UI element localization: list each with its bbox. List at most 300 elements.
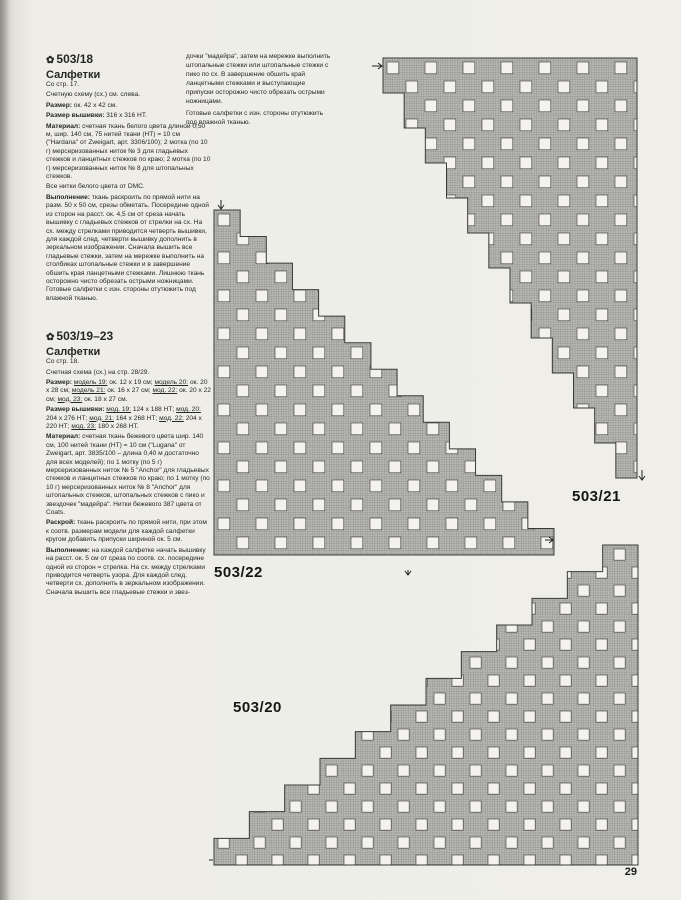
chart-cell (236, 819, 247, 830)
chart-cell (272, 783, 283, 794)
chart-cell (427, 347, 439, 359)
chart-cell (313, 537, 325, 549)
chart-cell (308, 675, 319, 686)
chart-cell (427, 423, 439, 435)
article-19-execution: Выполнение: на каждой салфетке начать вышивку на расст. ок. 5 см от среза по соотв. сх. посередине одной из сторон = стрелка. На сх. между стрелками приводится четверть узора. Для каждой след. четверти сх. дополнить в зеркальном изображении. Сначала вышить все гладьевые стежки и звез- (46, 546, 206, 596)
chart-cell (558, 233, 570, 245)
chart-cell (560, 783, 571, 794)
chart-cell (465, 233, 477, 245)
chart-cell (501, 138, 513, 150)
chart-cell (524, 567, 535, 578)
chart-cell (452, 567, 463, 578)
chart-cell (482, 233, 494, 245)
chart-cell (470, 801, 481, 812)
chart-cell (272, 747, 283, 758)
chart-cell (256, 214, 268, 226)
chart-cell (520, 119, 532, 131)
chart-cell (465, 537, 477, 549)
chart-cell (596, 819, 607, 830)
chart-cell (425, 290, 437, 302)
chart-cell (218, 366, 230, 378)
chart-cell (614, 549, 625, 560)
chart-cell (389, 309, 401, 321)
chart-cell (488, 603, 499, 614)
chart-cell (218, 518, 230, 530)
chart-cell (344, 675, 355, 686)
chart-cell (389, 499, 401, 511)
chart-cell (416, 747, 427, 758)
chart-cell (539, 366, 551, 378)
chart-cell (313, 385, 325, 397)
chart-cell (408, 480, 420, 492)
chart-cell (236, 639, 247, 650)
chart-cell (465, 385, 477, 397)
chart-cell (501, 366, 513, 378)
chart-cell (577, 442, 589, 454)
chart-cell (444, 81, 456, 93)
chart-cell (614, 585, 625, 596)
chart-cell (615, 138, 627, 150)
chart-cell (362, 693, 373, 704)
chart-cell (614, 765, 625, 776)
chart-cell (218, 252, 230, 264)
chart-cell (558, 81, 570, 93)
article-19-material: Материал: счетная ткань бежевого цвета шир. 140 см, 100 нитей ткани (НТ) = 10 см ("Lugana" от Zweigart, арт. 3835/100 – длина 0,40 м достаточно для всех моделей); по 1 мотку (по 5 г) мерсеризованных ниток № 5 "Anchor" для гладьевых стежков и ланцетных стежков по краю; по 1 мотку (по 10 г) мерсеризованных ниток № 8 "Anchor" для штопальных стежков, штопальных стежков с пико и звездочек "мадейра". Нитки бежевого 387 цвета от Coats. (46, 433, 210, 517)
chart-cell (470, 765, 481, 776)
chart-cell (236, 747, 247, 758)
chart-cell (380, 783, 391, 794)
chart-cell (398, 585, 409, 596)
chart-cell (389, 271, 401, 283)
chart-cell (387, 62, 399, 74)
chart-cell (332, 252, 344, 264)
chart-cell (501, 404, 513, 416)
chart-cell (596, 233, 608, 245)
chart-cell (434, 657, 445, 668)
chart-cell (488, 711, 499, 722)
chart-cell (596, 783, 607, 794)
chart-cell (389, 537, 401, 549)
chart-cell (313, 461, 325, 473)
chart-cell (408, 442, 420, 454)
chart-cell (275, 347, 287, 359)
chart-cell (577, 100, 589, 112)
chart-cell (446, 442, 458, 454)
chart-cell (406, 309, 418, 321)
chart-cell (408, 214, 420, 226)
chart-cell (236, 855, 247, 866)
chart-cell (256, 404, 268, 416)
flower-icon: ✿ (46, 332, 55, 344)
chart-cell (272, 567, 283, 578)
chart-cell (275, 537, 287, 549)
chart-cell (434, 729, 445, 740)
chart-cell (416, 711, 427, 722)
chart-cell (506, 837, 517, 848)
chart-cell (425, 404, 437, 416)
chart-cell (326, 801, 337, 812)
chart-cell (560, 711, 571, 722)
chart-cell (577, 290, 589, 302)
chart-cell (406, 347, 418, 359)
chart-cell (387, 290, 399, 302)
chart-cell (389, 461, 401, 473)
chart-cell (470, 837, 481, 848)
chart-cell (237, 499, 249, 511)
chart-cell (408, 518, 420, 530)
chart-cell (275, 233, 287, 245)
chart-cell (398, 621, 409, 632)
chart-cell (308, 567, 319, 578)
chart-cell (577, 214, 589, 226)
chart-cell (488, 747, 499, 758)
chart-cell (218, 442, 230, 454)
chart-cell (218, 801, 229, 812)
chart-cell (577, 138, 589, 150)
chart-cell (344, 639, 355, 650)
chart-cell (254, 585, 265, 596)
chart-cell (351, 499, 363, 511)
chart-cell (558, 157, 570, 169)
chart-cell (577, 366, 589, 378)
chart-cell (578, 765, 589, 776)
chart-cell (520, 233, 532, 245)
chart-cell (578, 657, 589, 668)
chart-cell (560, 639, 571, 650)
chart-cell (539, 442, 551, 454)
chart-cell (254, 837, 265, 848)
chart-cell (558, 309, 570, 321)
chart-cell (326, 837, 337, 848)
chart-cell (275, 271, 287, 283)
chart-cell (290, 657, 301, 668)
article-18-material: Материал: счетная ткань белого цвета длиной 0,50 м, шир. 140 см, 75 нитей ткани (НТ) = 10 см ("Hardana" от Zweigart, арт. 3306/100); 2 мотка (по 10 г) мерсеризованных ниток № 3 для гладьевых стежков и ланцетных стежков по краю; 2 мотка (по 10 г) мерсеризованных ниток № 8 для штопальных стежков. (46, 122, 211, 181)
chart-cell (294, 442, 306, 454)
chart-cell (425, 214, 437, 226)
chart-cell (578, 585, 589, 596)
chart-cell (237, 309, 249, 321)
chart-cell (634, 309, 646, 321)
chart-label-503-20: 503/20 (233, 699, 282, 716)
chart-cell (370, 252, 382, 264)
chart-cell (446, 404, 458, 416)
chart-cell (634, 81, 646, 93)
chart-cell (465, 347, 477, 359)
chart-cell (558, 119, 570, 131)
page-number: 29 (624, 866, 637, 878)
chart-cell (615, 328, 627, 340)
chart-cell (558, 423, 570, 435)
arrow-icon (405, 570, 411, 575)
chart-cell (614, 837, 625, 848)
chart-cell (290, 585, 301, 596)
chart-cell (218, 290, 230, 302)
article-19-ref: Со стр. 18. (46, 358, 80, 366)
chart-cell (370, 366, 382, 378)
chart-cell (452, 747, 463, 758)
chart-cell (416, 567, 427, 578)
chart-cell (634, 423, 646, 435)
chart-cell (560, 567, 571, 578)
chart-cell (237, 385, 249, 397)
chart-cell (446, 480, 458, 492)
chart-cell (408, 328, 420, 340)
chart-cell (501, 290, 513, 302)
chart-cell (351, 347, 363, 359)
chart-cell (275, 461, 287, 473)
chart-cell (256, 442, 268, 454)
chart-cell (370, 518, 382, 530)
chart-cell (634, 347, 646, 359)
chart-cell (275, 385, 287, 397)
chart-cell (218, 404, 230, 416)
chart-cell (351, 309, 363, 321)
chart-cell (444, 385, 456, 397)
chart-cell (387, 176, 399, 188)
chart-cell (218, 328, 230, 340)
chart-cell (596, 603, 607, 614)
chart-cell (614, 657, 625, 668)
chart-cell (488, 855, 499, 866)
chart-cell (308, 819, 319, 830)
chart-cell (332, 290, 344, 302)
chart-cell (236, 783, 247, 794)
chart-cell (326, 657, 337, 668)
arrow-icon (639, 470, 645, 480)
chart-cell (290, 621, 301, 632)
chart-cell (577, 252, 589, 264)
chart-cell (389, 385, 401, 397)
chart-cell (482, 385, 494, 397)
chart-cell (237, 423, 249, 435)
chart-cell (558, 347, 570, 359)
chart-cell (463, 366, 475, 378)
middle-paragraph-2: Готовые салфетки с изн. стороны отутюжить под влажной тканью. (186, 110, 324, 126)
article-19-size: Размер: модель 19: ок. 12 x 19 см; модель 20: ок. 20 x 28 см; модель 21: ок. 16 x 27 см; мод. 22: ок. 20 x 22 см; мод. 23: ок. 18 x 27 см. (46, 378, 211, 403)
chart-cell (408, 404, 420, 416)
chart-cell (427, 385, 439, 397)
chart-cell (406, 157, 418, 169)
chart-cell (294, 480, 306, 492)
chart-cell (370, 442, 382, 454)
chart-cell (470, 729, 481, 740)
chart-cell (416, 855, 427, 866)
chart-cell (398, 765, 409, 776)
chart-cell (446, 214, 458, 226)
chart-cell (446, 366, 458, 378)
chart-cell (503, 309, 515, 321)
chart-cell (446, 290, 458, 302)
chart-cell (425, 62, 437, 74)
chart-cell (541, 423, 553, 435)
article-18-emb-size: Размер вышивки: 316 x 316 НТ. (46, 112, 147, 120)
chart-cell (446, 252, 458, 264)
chart-cell (452, 855, 463, 866)
chart-cell (425, 176, 437, 188)
chart-cell (425, 100, 437, 112)
chart-cell (520, 309, 532, 321)
article-19-scheme: Счетная схема (сх.) на стр. 28/29. (46, 368, 150, 376)
chart-cell (578, 729, 589, 740)
chart-cell (541, 385, 553, 397)
chart-cell (634, 233, 646, 245)
chart-cell (470, 621, 481, 632)
chart-cell (520, 157, 532, 169)
chart-cell (387, 100, 399, 112)
chart-cell (427, 461, 439, 473)
chart-cell (351, 271, 363, 283)
chart-cell (237, 233, 249, 245)
chart-cell (427, 499, 439, 511)
chart-cell (326, 765, 337, 776)
article-18-execution: Выполнение: ткань раскроить по прямой нити на разм. 50 x 50 см, срезы обметать. Посередине одной из сторон на расст. ок. 4,5 см от среза начать вышивку с гладьевых стежков от стрелки на сх. На сх. между стрелками приводится четверть вышивки, для каждой след. четверти вышивку дополнить в зеркальном изображении. Сначала вышить все гладьевые стежки, затем на мережке выполнить на столбиках штопальные стежки и в завершение обшить края ланцетными стежками. Лишнюю ткань осторожно чисто обрезать острыми ножницами. Готовые салфетки с изн. стороны отутюжить под влажной тканью. (46, 193, 209, 302)
chart-cell (452, 639, 463, 650)
chart-cell (434, 765, 445, 776)
chart-cell (524, 855, 535, 866)
chart-cell (484, 328, 496, 340)
chart-cell (503, 537, 515, 549)
chart-cell (539, 404, 551, 416)
chart-cell (488, 639, 499, 650)
chart-cell (577, 62, 589, 74)
chart-cell (344, 603, 355, 614)
chart-cell (370, 328, 382, 340)
chart-cell (380, 747, 391, 758)
chart-label-503-22: 503/22 (214, 564, 263, 581)
chart-cell (290, 801, 301, 812)
chart-cell (484, 366, 496, 378)
chart-cell (332, 328, 344, 340)
chart-cell (398, 657, 409, 668)
middle-paragraph-1: дочки "мадейра", затем на мережке выполнить штопальные стежки или штопальные стежки с пико по сх. В завершение обшить край ланцетными стежками и выступающие припуски осторожно чисто обрезать острыми ножницами. (186, 53, 331, 105)
chart-cell (615, 214, 627, 226)
chart-cell (578, 693, 589, 704)
chart-cell (406, 119, 418, 131)
chart-cell (237, 537, 249, 549)
chart-cell (446, 518, 458, 530)
chart-cell (294, 518, 306, 530)
chart-cell (308, 855, 319, 866)
article-18-scheme: Счетную схему (сх.) см. слева. (46, 91, 141, 99)
chart-cell (370, 214, 382, 226)
chart-cell (218, 585, 229, 596)
chart-cell (463, 100, 475, 112)
chart-cell (272, 855, 283, 866)
chart-cell (218, 480, 230, 492)
chart-cell (344, 747, 355, 758)
chart-cell (558, 195, 570, 207)
chart-cell (596, 567, 607, 578)
chart-cell (370, 290, 382, 302)
chart-cell (362, 657, 373, 668)
chart-cell (425, 328, 437, 340)
chart-cell (558, 271, 570, 283)
chart-cell (444, 347, 456, 359)
chart-cell (218, 621, 229, 632)
chart-cell (444, 119, 456, 131)
chart-cell (272, 819, 283, 830)
chart-cell (488, 567, 499, 578)
chart-cell (482, 309, 494, 321)
chart-cell (524, 603, 535, 614)
chart-cell (578, 621, 589, 632)
article-18-dmc: Все нитки белого цвета от DMC. (46, 183, 145, 191)
chart-cell (416, 675, 427, 686)
chart-cell (577, 328, 589, 340)
chart-cell (541, 499, 553, 511)
chart-cell (308, 711, 319, 722)
chart-cell (236, 603, 247, 614)
chart-cell (484, 518, 496, 530)
chart-cell (506, 765, 517, 776)
chart-cell (406, 271, 418, 283)
chart-cell (416, 819, 427, 830)
chart-cell (614, 693, 625, 704)
article-18-ref: Со стр. 17. (46, 81, 80, 88)
chart-cell (539, 176, 551, 188)
article-19-title: Салфетки (46, 346, 101, 359)
chart-cell (236, 675, 247, 686)
chart-cell (484, 404, 496, 416)
chart-cell (524, 711, 535, 722)
chart-cell (434, 621, 445, 632)
chart-cell (596, 385, 608, 397)
chart-cell (351, 423, 363, 435)
chart-cell (482, 81, 494, 93)
chart-cell (408, 252, 420, 264)
chart-cell (254, 621, 265, 632)
chart-cell (362, 801, 373, 812)
chart-cell (351, 461, 363, 473)
chart-cell (463, 290, 475, 302)
chart-cell (362, 765, 373, 776)
chart-cell (380, 819, 391, 830)
chart-cell (615, 176, 627, 188)
chart-cell (596, 195, 608, 207)
chart-cell (313, 271, 325, 283)
chart-cell (463, 252, 475, 264)
chart-cell (398, 693, 409, 704)
chart-cell (465, 461, 477, 473)
chart-cell (482, 157, 494, 169)
chart-cell (634, 119, 646, 131)
chart-cell (482, 461, 494, 473)
chart-cell (578, 837, 589, 848)
chart-cell (406, 233, 418, 245)
chart-cell (539, 62, 551, 74)
chart-cell (256, 290, 268, 302)
chart-cell (427, 309, 439, 321)
chart-cell (272, 675, 283, 686)
chart-cell (237, 271, 249, 283)
chart-cell (332, 366, 344, 378)
chart-cell (482, 347, 494, 359)
chart-cell (452, 819, 463, 830)
chart-cell (256, 366, 268, 378)
chart-cell (398, 801, 409, 812)
chart-cell (434, 693, 445, 704)
arrow-icon (372, 63, 382, 69)
chart-cell (408, 290, 420, 302)
chart-cell (482, 271, 494, 283)
chart-cell (596, 423, 608, 435)
article-19-cut: Раскрой: ткань раскроить по прямой нити, при этом к соотв. размерам модели для каждой салфетки кругом добавить припуски шириной ок. 5 см. (46, 519, 207, 544)
chart-cell (362, 621, 373, 632)
chart-cell (482, 423, 494, 435)
chart-cell (326, 693, 337, 704)
chart-cell (506, 657, 517, 668)
chart-cell (463, 214, 475, 226)
